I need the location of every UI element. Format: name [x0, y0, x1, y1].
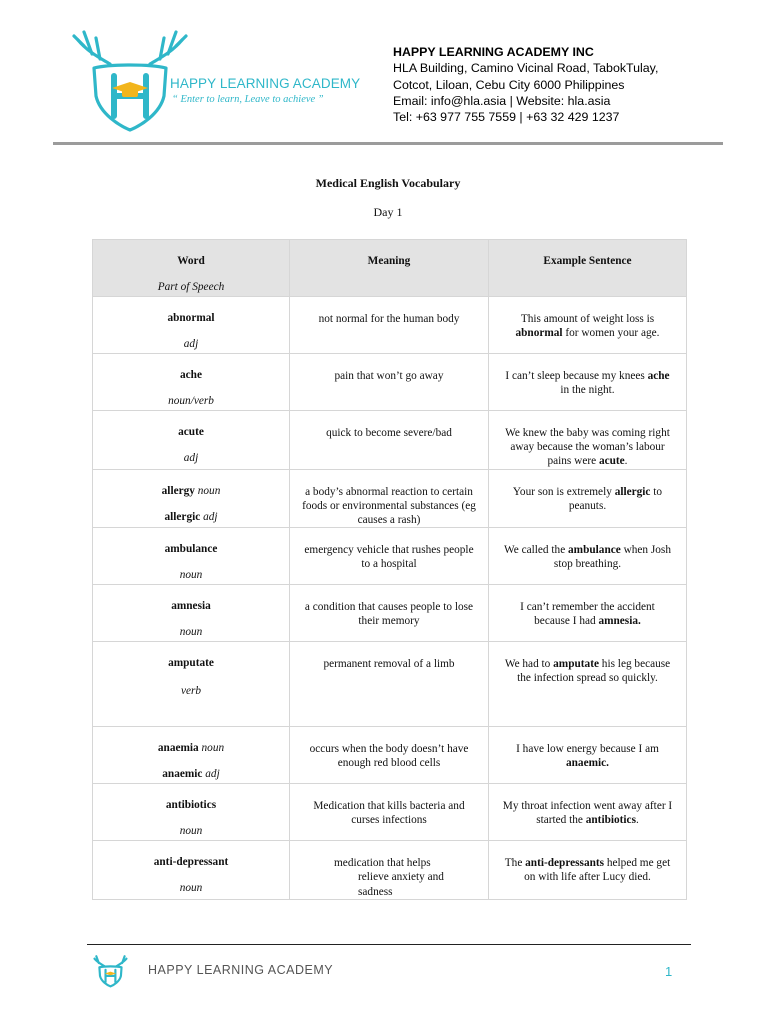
example-cell — [489, 841, 687, 900]
meaning-text: relieve anxiety and — [358, 871, 444, 884]
footer-divider — [87, 944, 691, 945]
example-sentence: The anti-depressants helped me get on with life after Lucy died. — [504, 857, 671, 884]
example-cell — [489, 585, 687, 642]
example-sentence: We had to amputate his leg because the infection spread so quickly. — [504, 658, 671, 685]
vocab-highlight: anti-depressants — [525, 857, 605, 870]
part-of-speech: noun — [179, 825, 203, 838]
word-text: acute — [178, 426, 204, 438]
example-sentence: We knew the baby was coming right away because the woman’s labour pains were acute. — [505, 427, 670, 468]
meaning-text: pain that won’t go away — [334, 370, 444, 382]
company-info — [393, 44, 693, 125]
part-of-speech: noun — [179, 569, 203, 582]
example-cell — [489, 469, 687, 528]
vocab-highlight: acute — [598, 455, 625, 468]
word-text: abnormal — [167, 312, 215, 324]
vocab-highlight: allergic — [614, 485, 651, 498]
word-cell — [93, 469, 290, 528]
part-of-speech: noun — [179, 882, 203, 895]
word-text: amputate — [168, 657, 214, 670]
table-row — [93, 469, 687, 528]
meaning-cell — [290, 297, 489, 354]
part-of-speech: adj — [183, 452, 199, 464]
part-of-speech: noun/verb — [168, 395, 214, 407]
word-cell — [93, 642, 290, 727]
part-of-speech: adj — [203, 510, 218, 523]
vocab-highlight: ambulance — [568, 544, 621, 557]
company-tel: Tel: +63 977 755 7559 | +63 32 429 1237 — [393, 110, 620, 125]
word-cell — [93, 297, 290, 354]
document-day: Day 1 — [373, 205, 403, 219]
meaning-cell — [290, 727, 489, 784]
meaning-text: a condition that causes people to lose their memory — [304, 601, 474, 628]
table-row — [93, 784, 687, 841]
table-row — [93, 585, 687, 642]
vocab-highlight: anaemic. — [566, 757, 609, 770]
part-of-speech: noun — [197, 484, 221, 497]
word-cell — [93, 411, 290, 470]
meaning-text: Medication that kills bacteria and curses infections — [313, 800, 465, 827]
meaning-cell — [290, 642, 489, 727]
header-word: Word Part of Speech — [93, 240, 290, 297]
table-row — [93, 411, 687, 470]
part-of-speech: noun — [201, 742, 225, 755]
vocab-highlight: antibiotics — [585, 814, 636, 827]
word-cell — [93, 585, 290, 642]
part-of-speech: adj — [205, 768, 220, 781]
word-cell — [93, 841, 290, 900]
meaning-cell — [290, 528, 489, 585]
logo-tagline: “ Enter to learn, Leave to achieve ” — [172, 94, 324, 105]
example-cell — [489, 354, 687, 411]
company-address-line2: Cotcot, Liloan, Cebu City 6000 Philippines — [393, 77, 625, 92]
word-text: amnesia — [171, 600, 211, 613]
meaning-text: a body’s abnormal reaction to certain foods or environmental substances (eg causes a rash) — [302, 485, 476, 527]
word-cell — [93, 528, 290, 585]
example-sentence: I have low energy because I am anaemic. — [516, 743, 659, 770]
vocab-highlight: abnormal — [515, 327, 563, 340]
header-divider — [53, 142, 723, 145]
header-part-of-speech: Part of Speech — [157, 281, 225, 293]
footer-logo-icon — [92, 953, 132, 989]
document-title: Medical English Vocabulary — [315, 176, 461, 190]
meaning-cell — [290, 784, 489, 841]
meaning-text: emergency vehicle that rushes people to a hospital — [304, 544, 474, 571]
word-cell — [93, 784, 290, 841]
page-number: 1 — [665, 964, 673, 979]
meaning-cell — [290, 469, 489, 528]
example-sentence: I can’t sleep because my knees ache in the night. — [505, 370, 670, 397]
header-meaning: Meaning — [290, 240, 489, 297]
meaning-cell — [290, 354, 489, 411]
company-name: HAPPY LEARNING ACADEMY INC — [393, 45, 594, 59]
example-cell — [489, 297, 687, 354]
meaning-text: occurs when the body doesn’t have enough red blood cells — [309, 743, 469, 770]
meaning-text: sadness — [358, 885, 393, 898]
example-sentence: I can’t remember the accident because I had amnesia. — [520, 601, 655, 628]
part-of-speech: adj — [183, 338, 199, 350]
vocab-highlight: amnesia. — [598, 615, 641, 628]
table-row — [93, 841, 687, 900]
company-email-web: Email: info@hla.asia | Website: hla.asia — [393, 93, 611, 108]
vocab-highlight: ache — [647, 370, 670, 382]
example-sentence: We called the ambulance when Josh stop breathing. — [504, 544, 671, 571]
table-row — [93, 727, 687, 784]
word-cell — [93, 354, 290, 411]
example-cell — [489, 784, 687, 841]
footer-name: HAPPY LEARNING ACADEMY — [148, 963, 334, 977]
example-cell — [489, 642, 687, 727]
header-example: Example Sentence — [489, 240, 687, 297]
meaning-text: quick to become severe/bad — [326, 427, 452, 439]
meaning-cell — [290, 841, 489, 900]
example-cell — [489, 528, 687, 585]
example-cell — [489, 411, 687, 470]
vocab-highlight: amputate — [553, 658, 599, 671]
meaning-cell — [290, 585, 489, 642]
example-sentence: My throat infection went away after I started the antibiotics. — [502, 800, 673, 827]
meaning-text: medication that helps — [334, 857, 431, 870]
word-text: antibiotics — [165, 799, 217, 812]
part-of-speech: verb — [180, 685, 202, 698]
table-row — [93, 297, 687, 354]
word-text: anaemia — [157, 742, 199, 755]
word-text: ache — [180, 369, 202, 381]
example-sentence: This amount of weight loss is abnormal for women your age. — [515, 313, 660, 340]
word-cell — [93, 727, 290, 784]
table-header-row — [93, 240, 687, 297]
part-of-speech: noun — [179, 626, 203, 639]
meaning-text: permanent removal of a limb — [323, 658, 455, 671]
example-sentence: Your son is extremely allergic to peanuts. — [512, 485, 663, 512]
academy-logo — [70, 24, 360, 136]
example-cell — [489, 727, 687, 784]
logo-name: HAPPY LEARNING ACADEMY — [170, 76, 361, 91]
word-text: ambulance — [164, 543, 218, 556]
table-row — [93, 354, 687, 411]
word-text: anti-depressant — [153, 856, 229, 869]
word-text: anaemic — [162, 768, 203, 781]
word-text: allergy — [161, 484, 195, 497]
meaning-cell — [290, 411, 489, 470]
meaning-text: not normal for the human body — [318, 313, 460, 325]
table-row — [93, 528, 687, 585]
table-row — [93, 642, 687, 727]
company-address-line1: HLA Building, Camino Vicinal Road, TabokTulay, — [393, 61, 659, 76]
vocabulary-table — [92, 239, 687, 900]
word-text: allergic — [164, 510, 201, 523]
